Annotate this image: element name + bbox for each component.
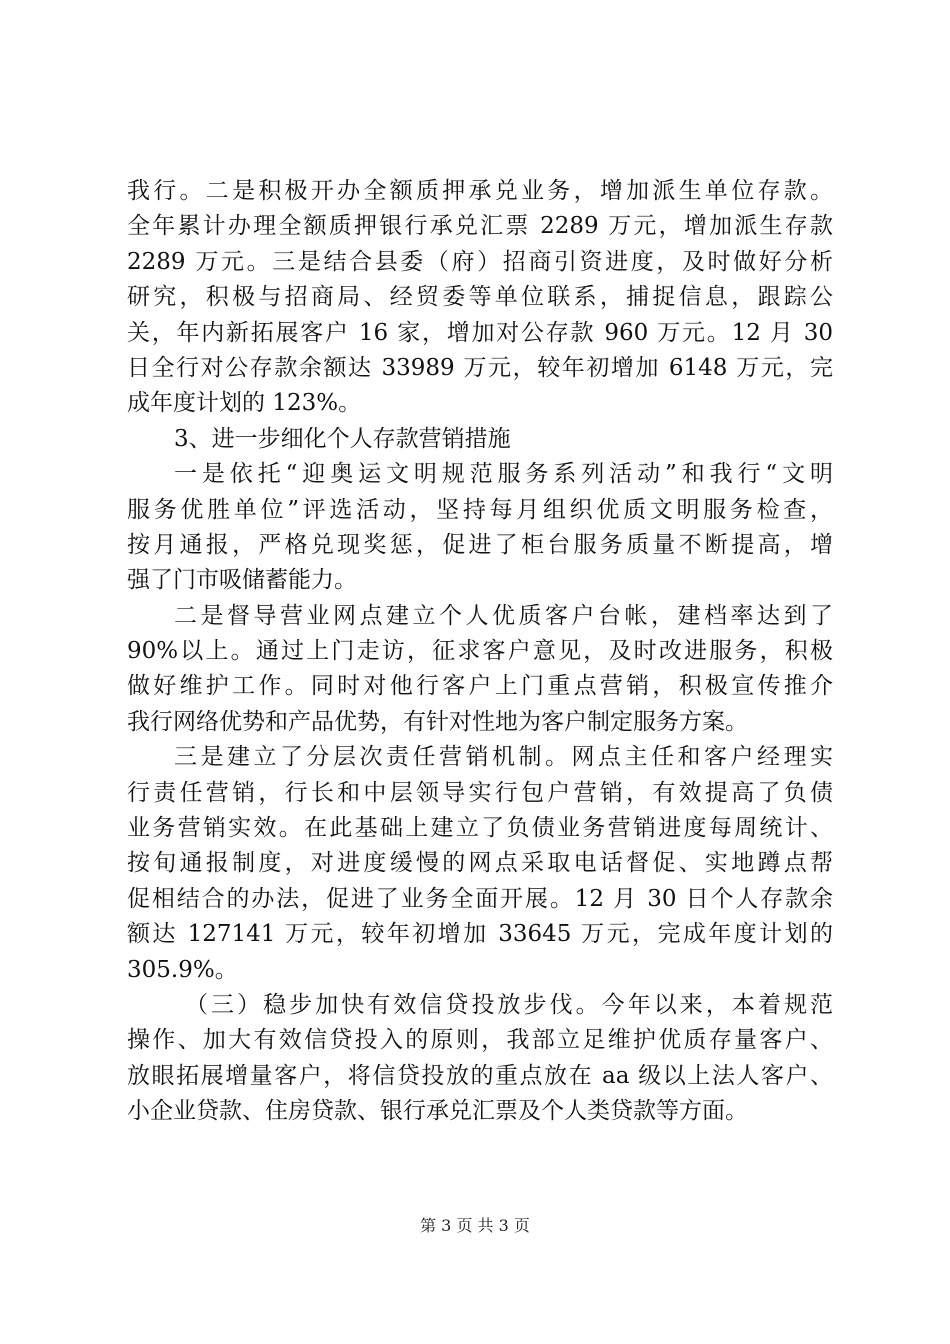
text-line: 按月通报，严格兑现奖惩，促进了柜台服务质量不断提高，增	[127, 531, 833, 558]
text-line: 成年度计划的 123%。	[127, 390, 362, 417]
text-line: 一是依托“迎奥运文明规范服务系列活动”和我行“文明	[174, 461, 833, 488]
section-heading: 3、进一步细化个人存款营销措施	[174, 425, 511, 452]
text-line: 额达 127141 万元，较年初增加 33645 万元，完成年度计划的	[127, 921, 833, 948]
text-line: 我行网络优势和产品优势，有针对性地为客户制定服务方案。	[127, 708, 748, 735]
text-line: 操作、加大有效信贷投入的原则，我部立足维护优质存量客户、	[127, 1027, 833, 1054]
body-text	[127, 174, 833, 1130]
text-line: 三是建立了分层次责任营销机制。网点主任和客户经理实	[174, 744, 833, 771]
text-line: 行责任营销，行长和中层领导实行包户营销，有效提高了负债	[127, 779, 833, 806]
text-line: 业务营销实效。在此基础上建立了负债业务营销进度每周统计、	[127, 815, 833, 842]
text-line: 放眼拓展增量客户，将信贷投放的重点放在 aa 级以上法人客户、	[127, 1062, 833, 1089]
text-line: 做好维护工作。同时对他行客户上门重点营销，积极宣传推介	[127, 673, 833, 700]
text-line: 二是督导营业网点建立个人优质客户台帐，建档率达到了	[174, 602, 833, 629]
text-line: 研究，积极与招商局、经贸委等单位联系，捕捉信息，跟踪公	[127, 284, 833, 311]
text-line: 我行。二是积极开办全额质押承兑业务，增加派生单位存款。	[127, 178, 833, 204]
text-line: 2289 万元。三是结合县委（府）招商引资进度，及时做好分析	[127, 248, 833, 275]
text-line: 全年累计办理全额质押银行承兑汇票 2289 万元，增加派生存款	[127, 213, 833, 240]
text-line: 305.9%。	[127, 956, 238, 983]
text-line: 90%以上。通过上门走访，征求客户意见，及时改进服务，积极	[127, 638, 833, 665]
text-line: 按旬通报制度，对进度缓慢的网点采取电话督促、实地蹲点帮	[127, 850, 833, 877]
text-line: 小企业贷款、住房贷款、银行承兑汇票及个人类贷款等方面。	[127, 1098, 748, 1125]
text-line: 关，年内新拓展客户 16 家，增加对公存款 960 万元。12 月 30	[127, 319, 833, 346]
text-line: 日全行对公存款余额达 33989 万元，较年初增加 6148 万元，完	[127, 354, 833, 381]
text-line: 服务优胜单位”评选活动，坚持每月组织优质文明服务检查，	[127, 496, 833, 523]
text-line: 强了门市吸储蓄能力。	[127, 567, 357, 594]
section-heading: （三）稳步加快有效信贷投放步伐。今年以来，本着规范	[185, 991, 833, 1018]
text-line: 促相结合的办法，促进了业务全面开展。12 月 30 日个人存款余	[127, 885, 833, 912]
page-footer: 第 3 页 共 3 页	[420, 1216, 530, 1235]
